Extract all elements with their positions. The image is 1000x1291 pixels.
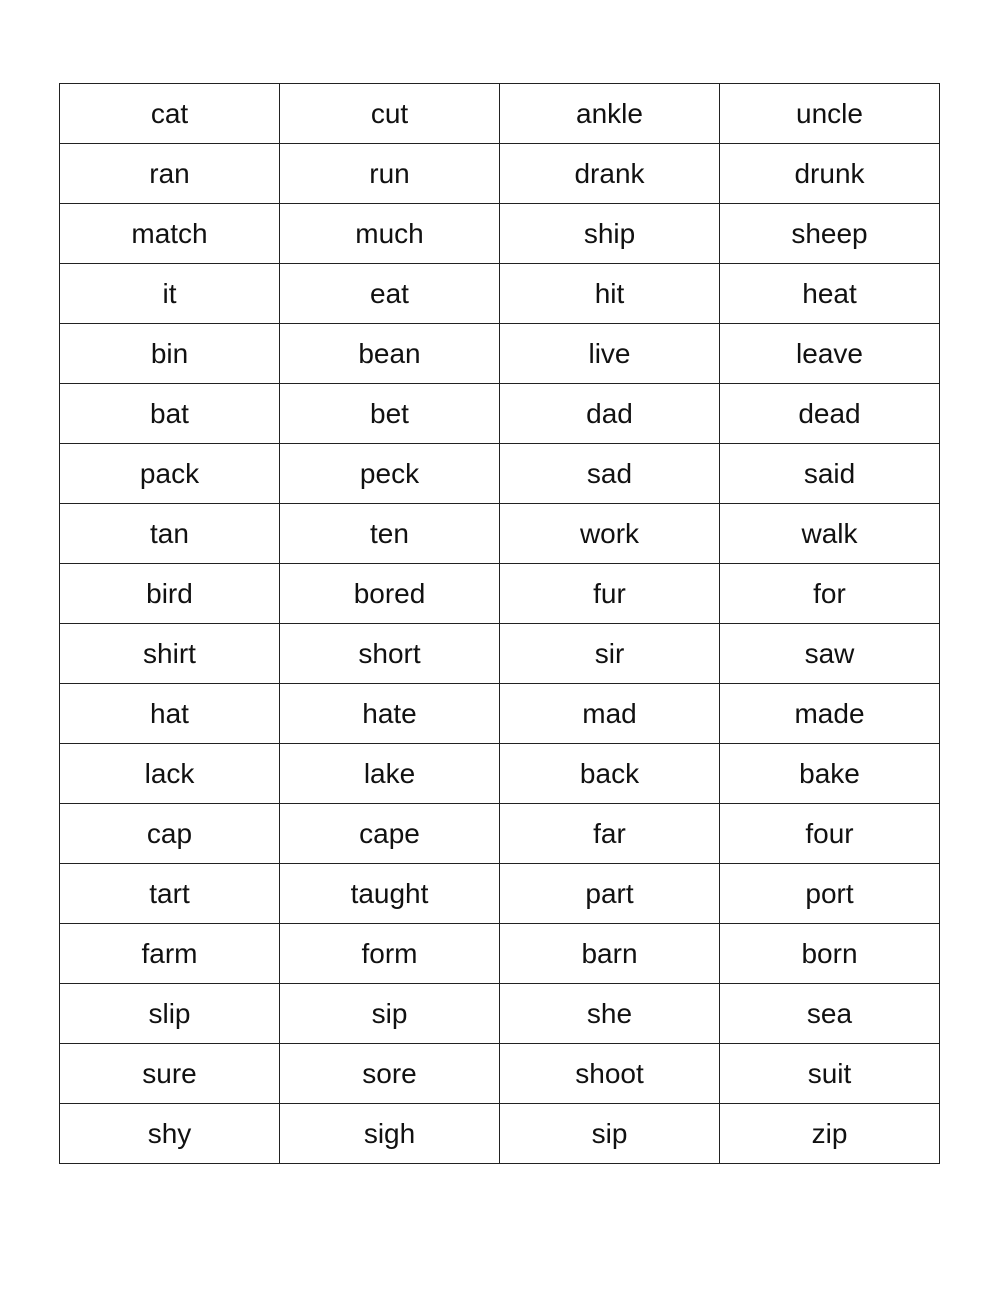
- word-cell: shirt: [60, 624, 280, 684]
- word-cell: dead: [720, 384, 940, 444]
- word-cell: pack: [60, 444, 280, 504]
- table-row: [60, 144, 940, 204]
- word-cell: sip: [280, 984, 500, 1044]
- word-cell: drank: [500, 144, 720, 204]
- word-cell: cat: [60, 84, 280, 144]
- word-cell: match: [60, 204, 280, 264]
- word-cell: drunk: [720, 144, 940, 204]
- word-cell: four: [720, 804, 940, 864]
- word-table: [59, 83, 940, 1164]
- word-cell: uncle: [720, 84, 940, 144]
- table-row: [60, 384, 940, 444]
- word-cell: bored: [280, 564, 500, 624]
- word-cell: bet: [280, 384, 500, 444]
- word-cell: form: [280, 924, 500, 984]
- table-row: [60, 504, 940, 564]
- table-row: [60, 324, 940, 384]
- table-row: [60, 804, 940, 864]
- word-cell: peck: [280, 444, 500, 504]
- word-cell: slip: [60, 984, 280, 1044]
- word-cell: live: [500, 324, 720, 384]
- word-cell: tart: [60, 864, 280, 924]
- word-cell: dad: [500, 384, 720, 444]
- table-row: [60, 624, 940, 684]
- word-cell: shy: [60, 1104, 280, 1164]
- table-row: [60, 444, 940, 504]
- word-cell: work: [500, 504, 720, 564]
- word-cell: bin: [60, 324, 280, 384]
- word-cell: sure: [60, 1044, 280, 1104]
- word-cell: cap: [60, 804, 280, 864]
- word-cell: shoot: [500, 1044, 720, 1104]
- word-cell: sir: [500, 624, 720, 684]
- word-cell: fur: [500, 564, 720, 624]
- word-cell: ship: [500, 204, 720, 264]
- word-cell: hate: [280, 684, 500, 744]
- word-table-body: [60, 84, 940, 1164]
- word-cell: heat: [720, 264, 940, 324]
- word-cell: it: [60, 264, 280, 324]
- word-cell: ten: [280, 504, 500, 564]
- word-cell: said: [720, 444, 940, 504]
- table-row: [60, 684, 940, 744]
- word-cell: hit: [500, 264, 720, 324]
- word-cell: barn: [500, 924, 720, 984]
- word-cell: hat: [60, 684, 280, 744]
- word-cell: bat: [60, 384, 280, 444]
- word-cell: bake: [720, 744, 940, 804]
- word-cell: farm: [60, 924, 280, 984]
- word-cell: walk: [720, 504, 940, 564]
- word-cell: sad: [500, 444, 720, 504]
- word-cell: lake: [280, 744, 500, 804]
- word-cell: much: [280, 204, 500, 264]
- word-cell: for: [720, 564, 940, 624]
- word-cell: suit: [720, 1044, 940, 1104]
- table-row: [60, 924, 940, 984]
- word-cell: made: [720, 684, 940, 744]
- table-row: [60, 564, 940, 624]
- word-cell: bean: [280, 324, 500, 384]
- word-cell: bird: [60, 564, 280, 624]
- table-row: [60, 264, 940, 324]
- word-cell: sore: [280, 1044, 500, 1104]
- word-cell: saw: [720, 624, 940, 684]
- word-cell: short: [280, 624, 500, 684]
- word-cell: ran: [60, 144, 280, 204]
- word-cell: she: [500, 984, 720, 1044]
- word-cell: run: [280, 144, 500, 204]
- word-cell: eat: [280, 264, 500, 324]
- table-row: [60, 1104, 940, 1164]
- word-cell: ankle: [500, 84, 720, 144]
- word-cell: cape: [280, 804, 500, 864]
- word-cell: back: [500, 744, 720, 804]
- word-cell: tan: [60, 504, 280, 564]
- word-cell: sigh: [280, 1104, 500, 1164]
- word-cell: sea: [720, 984, 940, 1044]
- word-cell: mad: [500, 684, 720, 744]
- word-cell: born: [720, 924, 940, 984]
- word-cell: zip: [720, 1104, 940, 1164]
- table-row: [60, 84, 940, 144]
- word-cell: taught: [280, 864, 500, 924]
- word-cell: lack: [60, 744, 280, 804]
- word-cell: leave: [720, 324, 940, 384]
- word-cell: part: [500, 864, 720, 924]
- word-cell: far: [500, 804, 720, 864]
- word-cell: sip: [500, 1104, 720, 1164]
- table-row: [60, 204, 940, 264]
- table-row: [60, 1044, 940, 1104]
- table-row: [60, 744, 940, 804]
- table-row: [60, 984, 940, 1044]
- table-row: [60, 864, 940, 924]
- word-cell: cut: [280, 84, 500, 144]
- word-cell: sheep: [720, 204, 940, 264]
- word-cell: port: [720, 864, 940, 924]
